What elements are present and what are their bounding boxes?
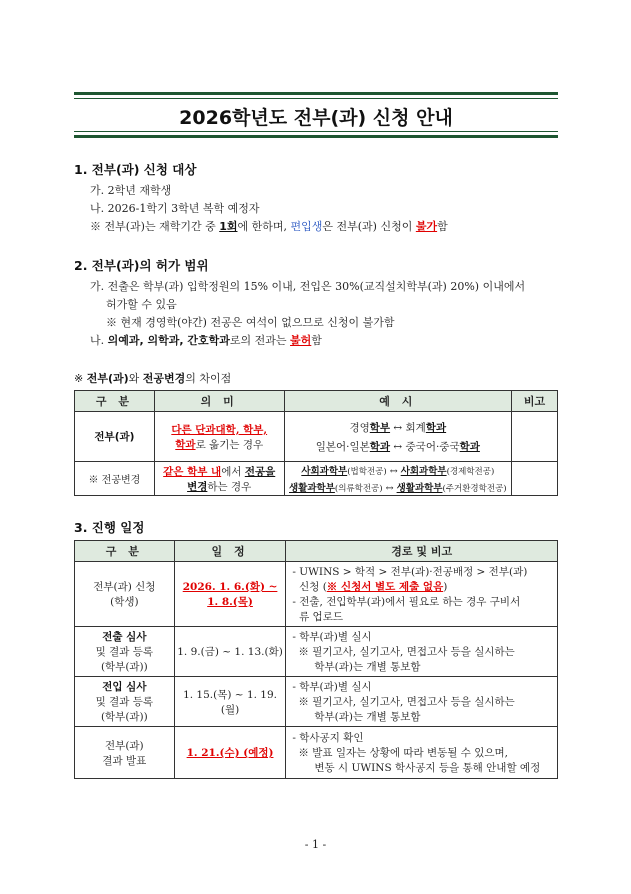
date-line: 1. 8.(목) <box>207 596 253 608</box>
forbidden-emphasis: 불허 <box>290 334 312 347</box>
s2-b-prefix: 나. <box>90 334 108 347</box>
table-row <box>75 562 558 627</box>
s1-note-text: ※ 전부(과)는 재학기간 중 <box>90 220 220 233</box>
schedule-row4-label <box>75 727 175 779</box>
transfer-student-term: 편입생 <box>290 220 323 233</box>
s2-item-a-line2: 허가할 수 있음 <box>106 298 177 311</box>
schedule-row1-label <box>75 562 175 627</box>
note-line: - 학부(과)별 실시 <box>292 631 372 643</box>
note-line: - UWINS > 학적 > 전부(과)·전공배정 > 전부(과) <box>292 566 528 578</box>
ex-bold: 생활과학부 <box>289 483 335 494</box>
label-line: 전부(과) <box>105 739 144 752</box>
diff-row1-example <box>284 412 511 462</box>
diff-row2-example <box>284 462 511 496</box>
note-line: - 전출, 전입학부(과)에서 필요로 하는 경우 구비서 <box>292 596 521 608</box>
page-title: 2026학년도 전부(과) 신청 안내 <box>179 107 453 129</box>
s1-note-text3: 은 전부(과) 신청이 <box>322 220 416 233</box>
label-line: 전입 심사 <box>102 681 147 693</box>
ex-text: ↔ 중국어·중국 <box>390 440 460 453</box>
diff-row1-meaning-red: 다른 단과대학, 학부, <box>171 423 268 436</box>
diff-heading-mid: 와 <box>128 372 143 385</box>
note-line: 변동 시 UWINS 학사공지 등을 통해 안내할 예정 <box>314 762 541 774</box>
schedule-row1-date <box>174 562 286 627</box>
ex-small: (경제학전공) <box>446 467 495 477</box>
diff-heading-end: 의 차이점 <box>185 372 232 385</box>
diff-col-example: 예 시 <box>284 391 511 412</box>
ex-text: 경영 <box>349 421 370 434</box>
section-2-heading: 2. 전부(과)의 허가 범위 <box>74 258 209 273</box>
s2-b-end: 함 <box>311 334 322 347</box>
ex-text: ↔ <box>382 483 397 494</box>
note-line: ※ 발표 일자는 상황에 따라 변동될 수 있으며, <box>298 747 509 759</box>
schedule-row2-notes <box>286 627 558 677</box>
diff-row2-meaning <box>154 462 284 496</box>
schedule-row2-label <box>75 627 175 677</box>
note-line: 학부(과)는 개별 통보함 <box>314 711 421 723</box>
page-number: - 1 - <box>304 838 327 851</box>
s2-item-a-line1: 가. 전출은 학부(과) 입학정원의 15% 이내, 전입은 30%(교직설치학부(과) 20%) 이내에서 <box>90 280 526 293</box>
label-line: (학생) <box>110 596 139 608</box>
s1-item-a: 가. 2학년 재학생 <box>90 184 172 197</box>
schedule-col-category: 구 분 <box>75 541 175 562</box>
schedule-col-notes: 경로 및 비고 <box>286 541 558 562</box>
section-1-heading: 1. 전부(과) 신청 대상 <box>74 162 197 177</box>
once-emphasis: 1회 <box>219 220 238 233</box>
ex-bold: 학과 <box>425 421 447 434</box>
note-line: ※ 필기고사, 실기고사, 면접고사 등을 실시하는 <box>298 646 515 658</box>
diff-row1-meaning-red2: 학과 <box>175 438 196 451</box>
table-row <box>75 462 558 496</box>
table-row <box>75 627 558 677</box>
ex-text: ↔ <box>386 466 401 477</box>
schedule-row3-date: 1. 15.(목) ~ 1. 19.(월) <box>174 677 286 727</box>
s2-item-b <box>90 332 322 348</box>
diff-heading-prefix: ※ <box>74 372 87 385</box>
label-line: (학부(과)) <box>100 661 148 673</box>
schedule-row3-label <box>75 677 175 727</box>
diff-row2-meaning-ul2: 변경 <box>187 480 208 493</box>
diff-row2-meaning-red: 같은 학부 내 <box>163 465 222 478</box>
diff-row2-remark <box>512 462 558 496</box>
label-line: 결과 발표 <box>102 754 147 767</box>
note-line: 류 업로드 <box>292 611 343 623</box>
ex-small: (주거환경학전공) <box>442 484 507 494</box>
ex-bold: 학과 <box>369 440 391 453</box>
ex-small: (의류학전공) <box>334 484 383 494</box>
schedule-row4-date: 1. 21.(수) (예정) <box>174 727 286 779</box>
ex-bold: 사회과학부 <box>301 466 348 477</box>
diff-col-remark: 비고 <box>512 391 558 412</box>
note-line: - 학사공지 확인 <box>292 732 364 744</box>
label-line: 전출 심사 <box>102 631 147 643</box>
s1-note <box>90 218 448 234</box>
s2-item-a-note: ※ 현재 경영학(야간) 전공은 여석이 없으므로 신청이 불가함 <box>106 316 395 329</box>
diff-row2-meaning-ul: 전공을 <box>244 465 276 478</box>
date-line: 2026. 1. 6.(화) ~ <box>182 581 278 593</box>
schedule-col-date: 일 정 <box>174 541 286 562</box>
note-text: ) <box>443 581 448 593</box>
table-row <box>75 727 558 779</box>
ex-bold: 학과 <box>459 440 480 453</box>
diff-heading-term2: 전공변경 <box>142 372 186 385</box>
diff-row1-remark <box>512 412 558 462</box>
schedule-row3-notes <box>286 677 558 727</box>
note-text: 신청 ( <box>292 581 327 593</box>
diff-heading-term1: 전부(과) <box>86 372 129 385</box>
diff-row2-meaning-end: 하는 경우 <box>207 480 252 493</box>
note-line: 학부(과)는 개별 통보함 <box>314 661 421 673</box>
s1-item-b: 나. 2026-1학기 3학년 복학 예정자 <box>90 202 260 215</box>
ex-bold: 생활과학부 <box>396 483 443 494</box>
schedule-row4-notes <box>286 727 558 779</box>
diff-row1-meaning-rest: 로 옮기는 경우 <box>195 438 264 451</box>
no-separate-submission: ※ 신청서 별도 제출 없음 <box>326 581 444 593</box>
ex-bold: 사회과학부 <box>400 466 447 477</box>
title-box <box>74 92 558 138</box>
diff-row2-meaning-mid: 에서 <box>221 465 245 478</box>
ex-small: (법학전공) <box>347 467 387 477</box>
difference-table <box>74 390 558 496</box>
schedule-row1-notes <box>286 562 558 627</box>
s2-b-mid: 로의 전과는 <box>229 334 291 347</box>
s1-note-end: 함 <box>437 220 448 233</box>
ex-text: ↔ 회계 <box>390 421 426 434</box>
schedule-table <box>74 540 558 779</box>
diff-row1-meaning <box>154 412 284 462</box>
s1-note-text2: 에 한하며, <box>237 220 291 233</box>
schedule-row2-date: 1. 9.(금) ~ 1. 13.(화) <box>174 627 286 677</box>
difference-heading <box>74 370 231 386</box>
label-line: 및 결과 등록 <box>95 646 154 658</box>
restricted-departments: 의예과, 의학과, 간호학과 <box>107 334 230 347</box>
diff-col-category: 구 분 <box>75 391 155 412</box>
table-row <box>75 412 558 462</box>
label-line: 및 결과 등록 <box>95 696 154 708</box>
label-line: (학부(과)) <box>100 711 148 723</box>
not-allowed-emphasis: 불가 <box>415 220 438 233</box>
section-3-heading: 3. 진행 일정 <box>74 520 145 535</box>
note-line: - 학부(과)별 실시 <box>292 681 372 693</box>
label-line: 전부(과) 신청 <box>93 581 156 593</box>
table-row <box>75 677 558 727</box>
note-line: ※ 필기고사, 실기고사, 면접고사 등을 실시하는 <box>298 696 515 708</box>
diff-row1-label: 전부(과) <box>75 412 155 462</box>
ex-bold: 학부 <box>369 421 391 434</box>
diff-col-meaning: 의 미 <box>154 391 284 412</box>
ex-text: 일본어·일본 <box>315 440 370 453</box>
diff-row2-label: ※ 전공변경 <box>75 462 155 496</box>
